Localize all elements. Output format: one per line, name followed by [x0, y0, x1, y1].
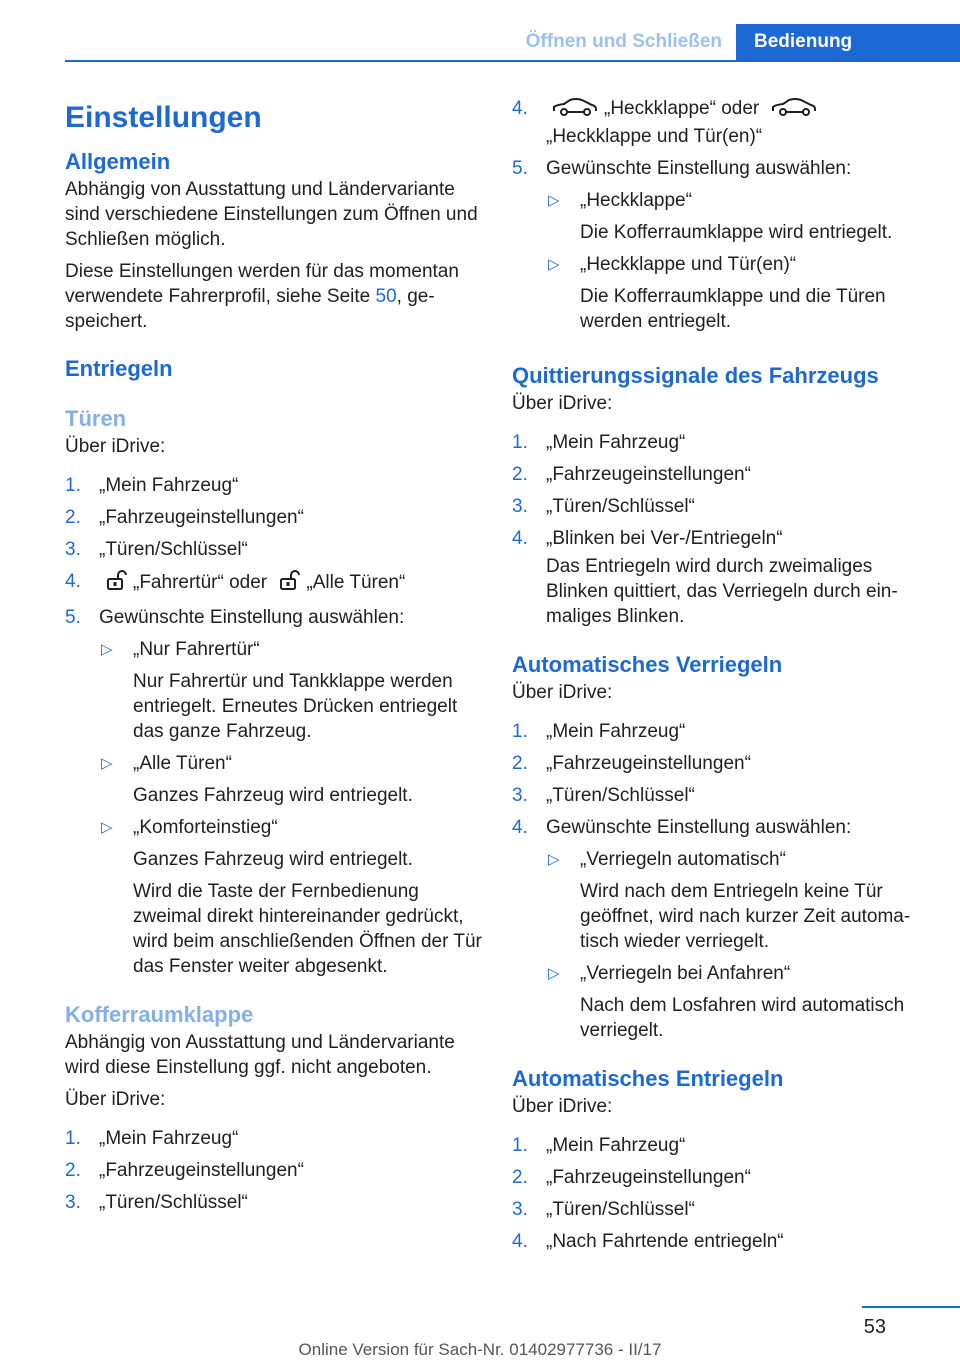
option-description: Wird nach dem Entriegeln keine Tür geöffnet, wird nach kurzer Zeit automatisch wieder verriegelt. [580, 881, 911, 952]
option-description: Die Kofferraumklappe wird entriegelt. [580, 222, 893, 243]
section-title: Öffnen und Schließen [525, 31, 722, 52]
footer-note: Online Version für Sach-Nr. 01402977736 - II/17 [298, 1340, 662, 1359]
unlock-icon [278, 569, 300, 598]
list-item: 3. „Türen/Schlüssel“ [65, 539, 248, 560]
autolock-intro: Über iDrive: [512, 682, 613, 703]
list-item: 3. „Türen/Schlüssel“ [512, 1199, 695, 1220]
option-description: Die Kofferraumklappe und die Türen werden entriegelt. [580, 286, 886, 332]
list-item-description: Das Entriegeln wird durch zweimaliges Blinken quittiert, das Verriegeln durch einmaliges Blinken. [546, 556, 898, 627]
page-header [0, 0, 960, 62]
left-column [65, 96, 485, 1222]
list-item: 2. „Fahrzeugeinstellungen“ [512, 753, 751, 774]
list-item: 3. „Türen/Schlüssel“ [65, 1192, 248, 1213]
list-item: 1. „Mein Fahrzeug“ [512, 721, 686, 742]
header-rule [65, 60, 960, 62]
list-item: 4. „Blinken bei Ver-/Entriegeln“ [512, 528, 783, 549]
signal-intro: Über iDrive: [512, 393, 613, 414]
heading-general: Allgemein [65, 149, 171, 174]
list-item: 1. „Mein Fahrzeug“ [512, 432, 686, 453]
list-item: 3. „Türen/Schlüssel“ [512, 785, 695, 806]
general-paragraph-1: Abhängig von Ausstattung und Ländervariante sind verschiedene Einstellungen zum Öffnen und Schließen möglich. [65, 179, 478, 250]
option-item: ▷ „Heckklappe“ [548, 190, 692, 211]
list-item: 1. „Mein Fahrzeug“ [512, 1135, 686, 1156]
heading-doors: Türen [65, 406, 127, 431]
page-number: 53 [863, 1316, 886, 1338]
option-description: Ganzes Fahrzeug wird entriegelt. [133, 849, 413, 870]
list-item: 2. „Fahrzeugeinstellungen“ [65, 1160, 304, 1181]
list-item: 4. „Heckklappe“ oder „Heckklappe und Tür(en)“ [512, 96, 932, 149]
page-link[interactable]: 50 [375, 286, 397, 307]
list-item: 1. „Mein Fahrzeug“ [65, 475, 239, 496]
chapter-tab: Bedienung [736, 24, 960, 62]
general-paragraph-2: Diese Einstellungen werden für das momentan verwendete Fahrerprofil, siehe Seite 50, gespeichert. [65, 261, 459, 332]
page-title: Einstellungen [65, 101, 262, 134]
heading-signals: Quittierungssignale des Fahrzeugs [512, 363, 879, 388]
option-description: Wird die Taste der Fernbedienung zweimal direkt hintereinander gedrückt, wird beim anschließenden Öffnen der Tür das Fenster weiter abgesenkt. [133, 881, 482, 977]
option-description: Nach dem Losfahren wird automatisch verriegelt. [580, 995, 905, 1041]
car-tailgate-icon [771, 97, 817, 124]
list-item: 3. „Türen/Schlüssel“ [512, 496, 695, 517]
list-item: 2. „Fahrzeugeinstellungen“ [512, 464, 751, 485]
trunk-intro: Über iDrive: [65, 1089, 166, 1110]
option-item: ▷ „Komforteinstieg“ [101, 817, 278, 838]
list-item: 1. „Mein Fahrzeug“ [65, 1128, 239, 1149]
doors-intro: Über iDrive: [65, 436, 166, 457]
footer-rule [862, 1306, 960, 1308]
heading-trunk: Kofferraumklappe [65, 1002, 254, 1027]
option-item: ▷ „Nur Fahrertür“ [101, 639, 260, 660]
list-item: 4. „Fahrertür“ oder „Alle Türen“ [65, 569, 485, 598]
option-item: ▷ „Verriegeln bei Anfahren“ [548, 963, 791, 984]
car-tailgate-icon [552, 97, 598, 124]
trunk-paragraph: Abhängig von Ausstattung und Ländervariante wird diese Einstellung ggf. nicht angeboten. [65, 1032, 455, 1078]
list-item: 5. Gewünschte Einstellung auswählen: [65, 607, 405, 628]
right-column [512, 96, 932, 1261]
list-item: 2. „Fahrzeugeinstellungen“ [512, 1167, 751, 1188]
option-item: ▷ „Alle Türen“ [101, 753, 232, 774]
list-item: 5. Gewünschte Einstellung auswählen: [512, 158, 852, 179]
option-item: ▷ „Verriegeln automatisch“ [548, 849, 786, 870]
option-description: Nur Fahrertür und Tankklappe werden entriegelt. Erneutes Drücken entriegelt das ganze Fahrzeug. [133, 671, 458, 742]
autounlock-intro: Über iDrive: [512, 1096, 613, 1117]
heading-autounlock: Automatisches Entriegeln [512, 1066, 784, 1091]
option-description: Ganzes Fahrzeug wird entriegelt. [133, 785, 413, 806]
option-item: ▷ „Heckklappe und Tür(en)“ [548, 254, 797, 275]
list-item: 2. „Fahrzeugeinstellungen“ [65, 507, 304, 528]
heading-unlock: Entriegeln [65, 356, 173, 381]
list-item: 4. Gewünschte Einstellung auswählen: [512, 817, 852, 838]
unlock-icon [105, 569, 127, 598]
list-item: 4. „Nach Fahrtende entriegeln“ [512, 1231, 784, 1252]
heading-autolock: Automatisches Verriegeln [512, 652, 783, 677]
